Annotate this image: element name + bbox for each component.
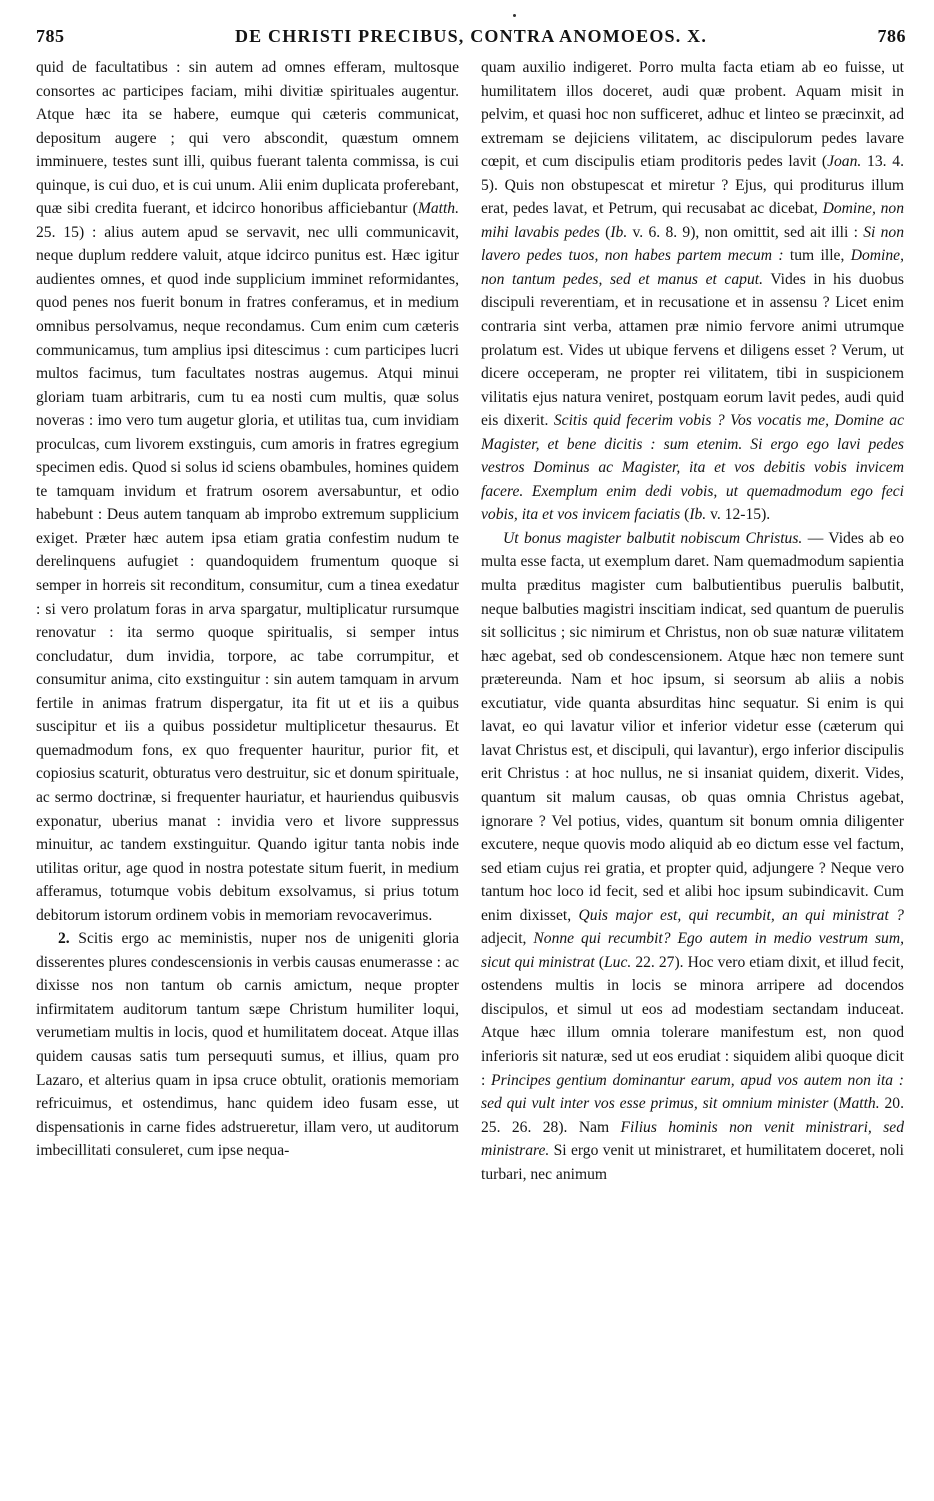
text-run: quam auxilio indigeret. Porro multa facta etiam ab eo fuisse, ut humilitatem illos doceret, audi quæ probent. Aquam misit in pelvim, et quasi hoc non sufficeret, adhuc et linteo se præcinxit, ad extremam se dejiciens vilitatem, ac discipulorum pedes lavare cœpit, et cum discipulis etiam proditoris pedes lavit ( [481, 59, 904, 171]
scripture-reference: Matth. [838, 1095, 880, 1113]
text-run: ( [594, 953, 604, 971]
right-column [481, 56, 904, 1186]
text-run: v. 6. 8. 9), non omittit, sed ait illi : [627, 223, 864, 241]
scripture-quote: Si non lavero pedes tuos, non habes partem mecum : [481, 223, 905, 265]
running-header [36, 26, 906, 52]
text-run: adjecit, [481, 930, 534, 948]
text-run: Si ergo venit ut ministraret, et humilitatem doceret, noli turbari, nec animum [481, 1142, 904, 1183]
text-run: Vides in his duobus discipuli reverentiam, et in recusatione et in assensu ? Licet enim contraria sint verba, attamen præ nimio fervore animi utrumque prolatum est. Vides ut ubique fervens et diligens esset ? Verum, ut dicere occeperam, ne propter rei vilitatem, tibi in suspicionem vilitatis ejus natura veniret, postquam eorum lavit pedes, audi quid eis dixerit. [481, 270, 904, 430]
text-run: 25. 15) : alius autem apud se servavit, nec ulli communicavit, neque duplum reddere valuit, atque idcirco punitus est. Hæc igitur audientes omnes, et quod inde supplicium imminet reformidantes, quod penes nos fuerit bonum in fratres conferamus, et in medium omnibus persolvamus, neque recondamus. Cum enim cum cæteris communicamus, tum amplius ipsi ditescimus : cum participes lucri multos facimus, tum facultates nostras augemus. Atqui minui gloriam tuam arbitraris, cum tu ea nosti cum multis, quæ solus noveras : imo vero tum augetur gloria, et utilitas tua, cum invidiam proculcas, cum livorem exstinguis, cum amoris in fratres egregium specimen edis. Quod si solus id sciens obambules, homines quidem te tamquam invidum et fratrum osorem aversabuntur, et odio habebunt : Deus autem tanquam ab improbo extremum supplicium exiget. Præter hæc autem ipsa etiam gratia confestim nudum te derelinquens aufugiet : quandoquidem frumentum quoque si semper in horreis sit reconditum, consumitur, cum a tinea exedatur : si vero prolatum foras in arva spargatur, multiplicatur rursumque renovatur : ita sermo quoque spiritualis, si semper intus concludatur, dum invidia, torpore, ac tabe corrumpitur, et consumitur anima, cito exstinguitur : sin autem tamquam in arvum fertile in animas fratrum dispergatur, ita fit ut et iis a quibus suscipitur et iis a quibus possidetur multiplicetur thesaurus. Et quemadmodum fons, ex quo frequenter hauritur, purior fit, et copiosius scaturit, obturatus vero destruitur, sic et donum spirituale, ac sermo doctrinæ, si frequenter hauriatur, et hauriendus quibusvis exponatur, uberius manat : invidia vero et livore suppressus minuitur, ac tandem exstinguitur. Quando igitur tanta nobis inde utilitas oritur, age quod in nostra potestate situm fuerit, in medium afferamus, totumque vobis debitum exsolvamus, si prius totum debitorum istorum ordinem vobis in memoriam revocaverimus. [36, 223, 459, 924]
text-run: v. 12-15). [706, 506, 771, 524]
scripture-quote: Scitis quid fecerim vobis ? Vos vocatis me, Domine ac Magister, et bene dicitis : sum etenim. Si ergo ego lavi pedes vestros Dominus ac Magister, ita et vos debitis vobis invicem facere. Exemplum enim dedi vobis, ut quemadmodum ego feci vobis, ita et vos invicem faciatis [481, 412, 904, 524]
scripture-quote: Quis major est, qui recumbit, an qui ministrat ? [578, 906, 904, 924]
text-run: ( [680, 506, 690, 524]
scripture-reference: Ib. [689, 506, 707, 524]
scripture-quote: Domine, non tantum pedes, sed et manus et caput. [481, 247, 904, 288]
scripture-quote: Principes gentium dominantur earum, apud vos autem non ita : sed qui vult inter vos esse primus, sit omnium minister [481, 1071, 904, 1113]
scripture-quote: Domine, non mihi lavabis pedes [481, 200, 904, 241]
scripture-quote: Nonne qui recumbit? Ego autem in medio vestrum sum, sicut qui ministrat [481, 930, 904, 971]
text-run: Scitis ergo ac meministis, nuper nos de unigeniti gloria disserentes plures condescensionis in verbis causas enumerasse : ac dixisse nos non tantum ob carnis amictum, neque propter infirmitatem auditorum tantum sæpe Christum humiliter loqui, verumetiam multis in locis, quod et humilitatem doceat. Atque illas quidem causas satis tum persequuti sumus, et illius, quam pro Lazaro, et alterius quam in ipsa cruce obtulit, orationis memoriam refricuimus, et ostendimus, hanc quidem ideo fusam esse, ut dispensationis in carne fides adstrueretur, illam vero, ut auditorum imbecillitati consuleret, cum ipse nequa- [36, 930, 459, 1160]
scripture-quote: Filius hominis non venit ministrari, sed ministrare. [481, 1118, 904, 1160]
scripture-reference: Matth. [417, 200, 459, 218]
section-number: 2. [58, 930, 70, 948]
scripture-reference: Ib. [610, 223, 628, 241]
paragraph-continued [481, 56, 904, 527]
paragraph-continued [36, 56, 459, 927]
text-run: ( [599, 223, 611, 241]
scripture-reference: Luc. [604, 953, 632, 971]
running-title: DE CHRISTI PRECIBUS, CONTRA ANOMOEOS. X. [234, 26, 708, 46]
scripture-reference: Joan. [827, 153, 862, 171]
text-run: 22. 27). Hoc vero etiam dixit, et illud fecit, ostendens multis in locis se minora arripere ad docendos discipulos, et simul ut eos ad modestiam sectandam induceat. Atque hæc illum omnia tolerare manifestum est, non quod inferioris sit naturæ, sed ut eos erudiat : siquidem alibi quoque dicit : [481, 953, 905, 1089]
text-run: quid de facultatibus : sin autem ad omnes efferam, multosque consortes ac participes faciam, mihi divitiæ spirituales augentur. Atque hæc ita se habere, eumque qui cæteris communicat, depositum augere ; qui vero abscondit, quæstum omnem imminuere, testes sunt illi, quibus fuerant talenta commissa, is cui quinque, is cui duo, et is cui unum. Alii enim duplicata proferebant, quæ sibi credita fuerant, et idcirco honoribus afficiebantur ( [36, 59, 459, 218]
text-run: tum ille, [783, 247, 851, 265]
text-run: — Vides ab eo multa esse facta, ut exemplum daret. Nam quemadmodum sapientia multa præditus magister cum balbutientibus puerulis balbutit, neque balbuties magistri inscitiam indicat, sed quantum de puerulis sit sollicitus ; sic nimirum et Christus, non ob suæ naturæ vilitatem hæc agebat, sed ob condescensionem. Atque hæc non temere sunt prætereunda. Nam et hoc ipsum, si seorsum ab aliis a nobis excutiatur, vide quanta absurditas hinc sequatur. Si enim is qui lavat, eo qui lavatur vilior et inferior videtur esse (cæterum qui lavat Christus est, et discipuli, qui lavantur), ergo inferior discipulis erit Christus : at hoc nullus, ne si insaniat quidem, dixerit. Vides, quantum sit malum causas, ob quas omnia Christus agebat, ignorare ? Vel potius, vides, quantum sit bonum omnia diligenter excutere, neque quovis modo aliquid ab eo dictum esse vel factum, sed etiam cujus rei gratia, et propter quid, adjungere ? Neque vero tantum hoc loco id fecit, sed et alibi hoc ipsum subindicavit. Cum enim dixisset, [481, 529, 904, 924]
left-column [36, 56, 459, 1163]
print-mark [513, 14, 516, 17]
section-heading: Ut bonus magister balbutit nobiscum Christus. [503, 529, 803, 547]
page-number-left: 785 [36, 26, 65, 46]
text-run: 20. 25. 26. 28). Nam [481, 1095, 904, 1136]
paragraph-2 [36, 927, 459, 1162]
text-run: 13. 4. 5). Quis non obstupescat et miretur ? Ejus, qui proditurus illum erat, pedes lavat, et Petrum, qui recusabat ac dicebat, [481, 153, 904, 218]
page-number-right: 786 [877, 26, 906, 46]
paragraph-section-head [481, 527, 904, 1186]
text-run: ( [828, 1095, 839, 1113]
